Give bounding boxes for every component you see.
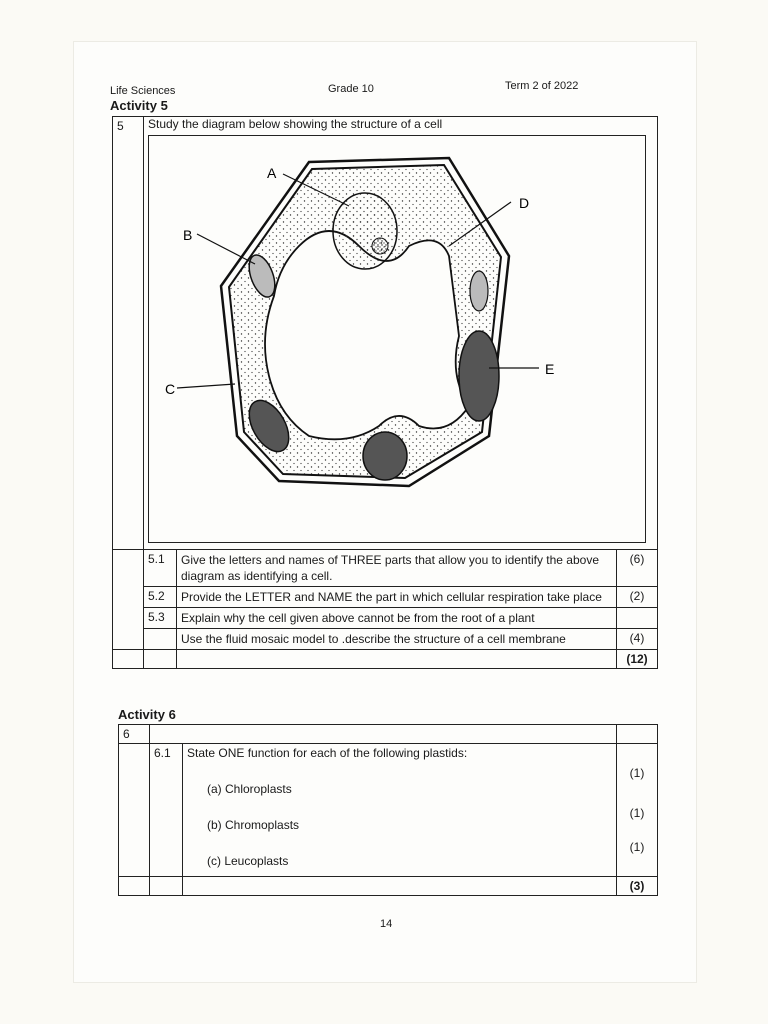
- question-marks: (2): [617, 587, 658, 608]
- item-marks: (1): [629, 806, 645, 820]
- question-number: 5.2: [144, 587, 177, 608]
- chloroplast-bottom: [363, 432, 407, 480]
- activity6-question: State ONE function for each of the following plastids:: [187, 746, 468, 760]
- activity5-number: 5: [113, 117, 144, 550]
- plant-cell-illustration: [149, 136, 645, 542]
- question-marks: (6): [617, 550, 658, 587]
- question-row: [113, 629, 658, 650]
- question-text: Explain why the cell given above cannot be from the root of a plant: [177, 608, 617, 629]
- nucleolus: [372, 238, 388, 254]
- mitochondrion: [470, 271, 488, 311]
- question-row: [113, 587, 658, 608]
- activity6-table: [118, 724, 658, 896]
- header-subject: Life Sciences: [110, 85, 176, 97]
- item-marks: (1): [629, 766, 645, 780]
- question-row: [113, 608, 658, 629]
- question-text: Provide the LETTER and NAME the part in which cellular respiration take place: [177, 587, 617, 608]
- activity5-instruction: Study the diagram below showing the structure of a cell: [148, 117, 443, 131]
- activity6-number: 6: [119, 725, 150, 744]
- question-marks: (4): [617, 629, 658, 650]
- question-text: Give the letters and names of THREE parts that allow you to identify the above diagram as identifying a cell.: [177, 550, 617, 587]
- header-grade: Grade 10: [328, 83, 374, 95]
- question-row: [113, 550, 658, 587]
- chloroplast-e: [459, 331, 499, 421]
- diagram-label-e: E: [545, 361, 555, 377]
- header-term: Term 2 of 2022: [505, 80, 579, 92]
- plastid-item: (b) Chromoplasts: [207, 818, 300, 832]
- question-number: 6.1: [150, 744, 183, 877]
- nucleus: [333, 193, 397, 269]
- question-number: 5.1: [144, 550, 177, 587]
- diagram-label-d: D: [519, 195, 530, 211]
- cell-diagram: [148, 135, 646, 543]
- activity5-table: [112, 116, 658, 669]
- plastid-item: (a) Chloroplasts: [207, 782, 292, 796]
- activity5-total: (12): [617, 650, 658, 669]
- activity5-title: Activity 5: [110, 98, 168, 113]
- diagram-label-c: C: [165, 381, 176, 397]
- question-marks: [617, 608, 658, 629]
- page-number: 14: [380, 918, 393, 930]
- activity6-total: (3): [617, 877, 658, 896]
- item-marks: (1): [629, 840, 645, 854]
- question-number: 5.3: [144, 608, 177, 629]
- plastid-item: (c) Leucoplasts: [207, 854, 289, 868]
- question-number: [144, 629, 177, 650]
- activity6-title: Activity 6: [118, 707, 176, 722]
- diagram-label-b: B: [183, 227, 193, 243]
- diagram-label-a: A: [267, 165, 277, 181]
- question-text: Use the fluid mosaic model to .describe the structure of a cell membrane: [177, 629, 617, 650]
